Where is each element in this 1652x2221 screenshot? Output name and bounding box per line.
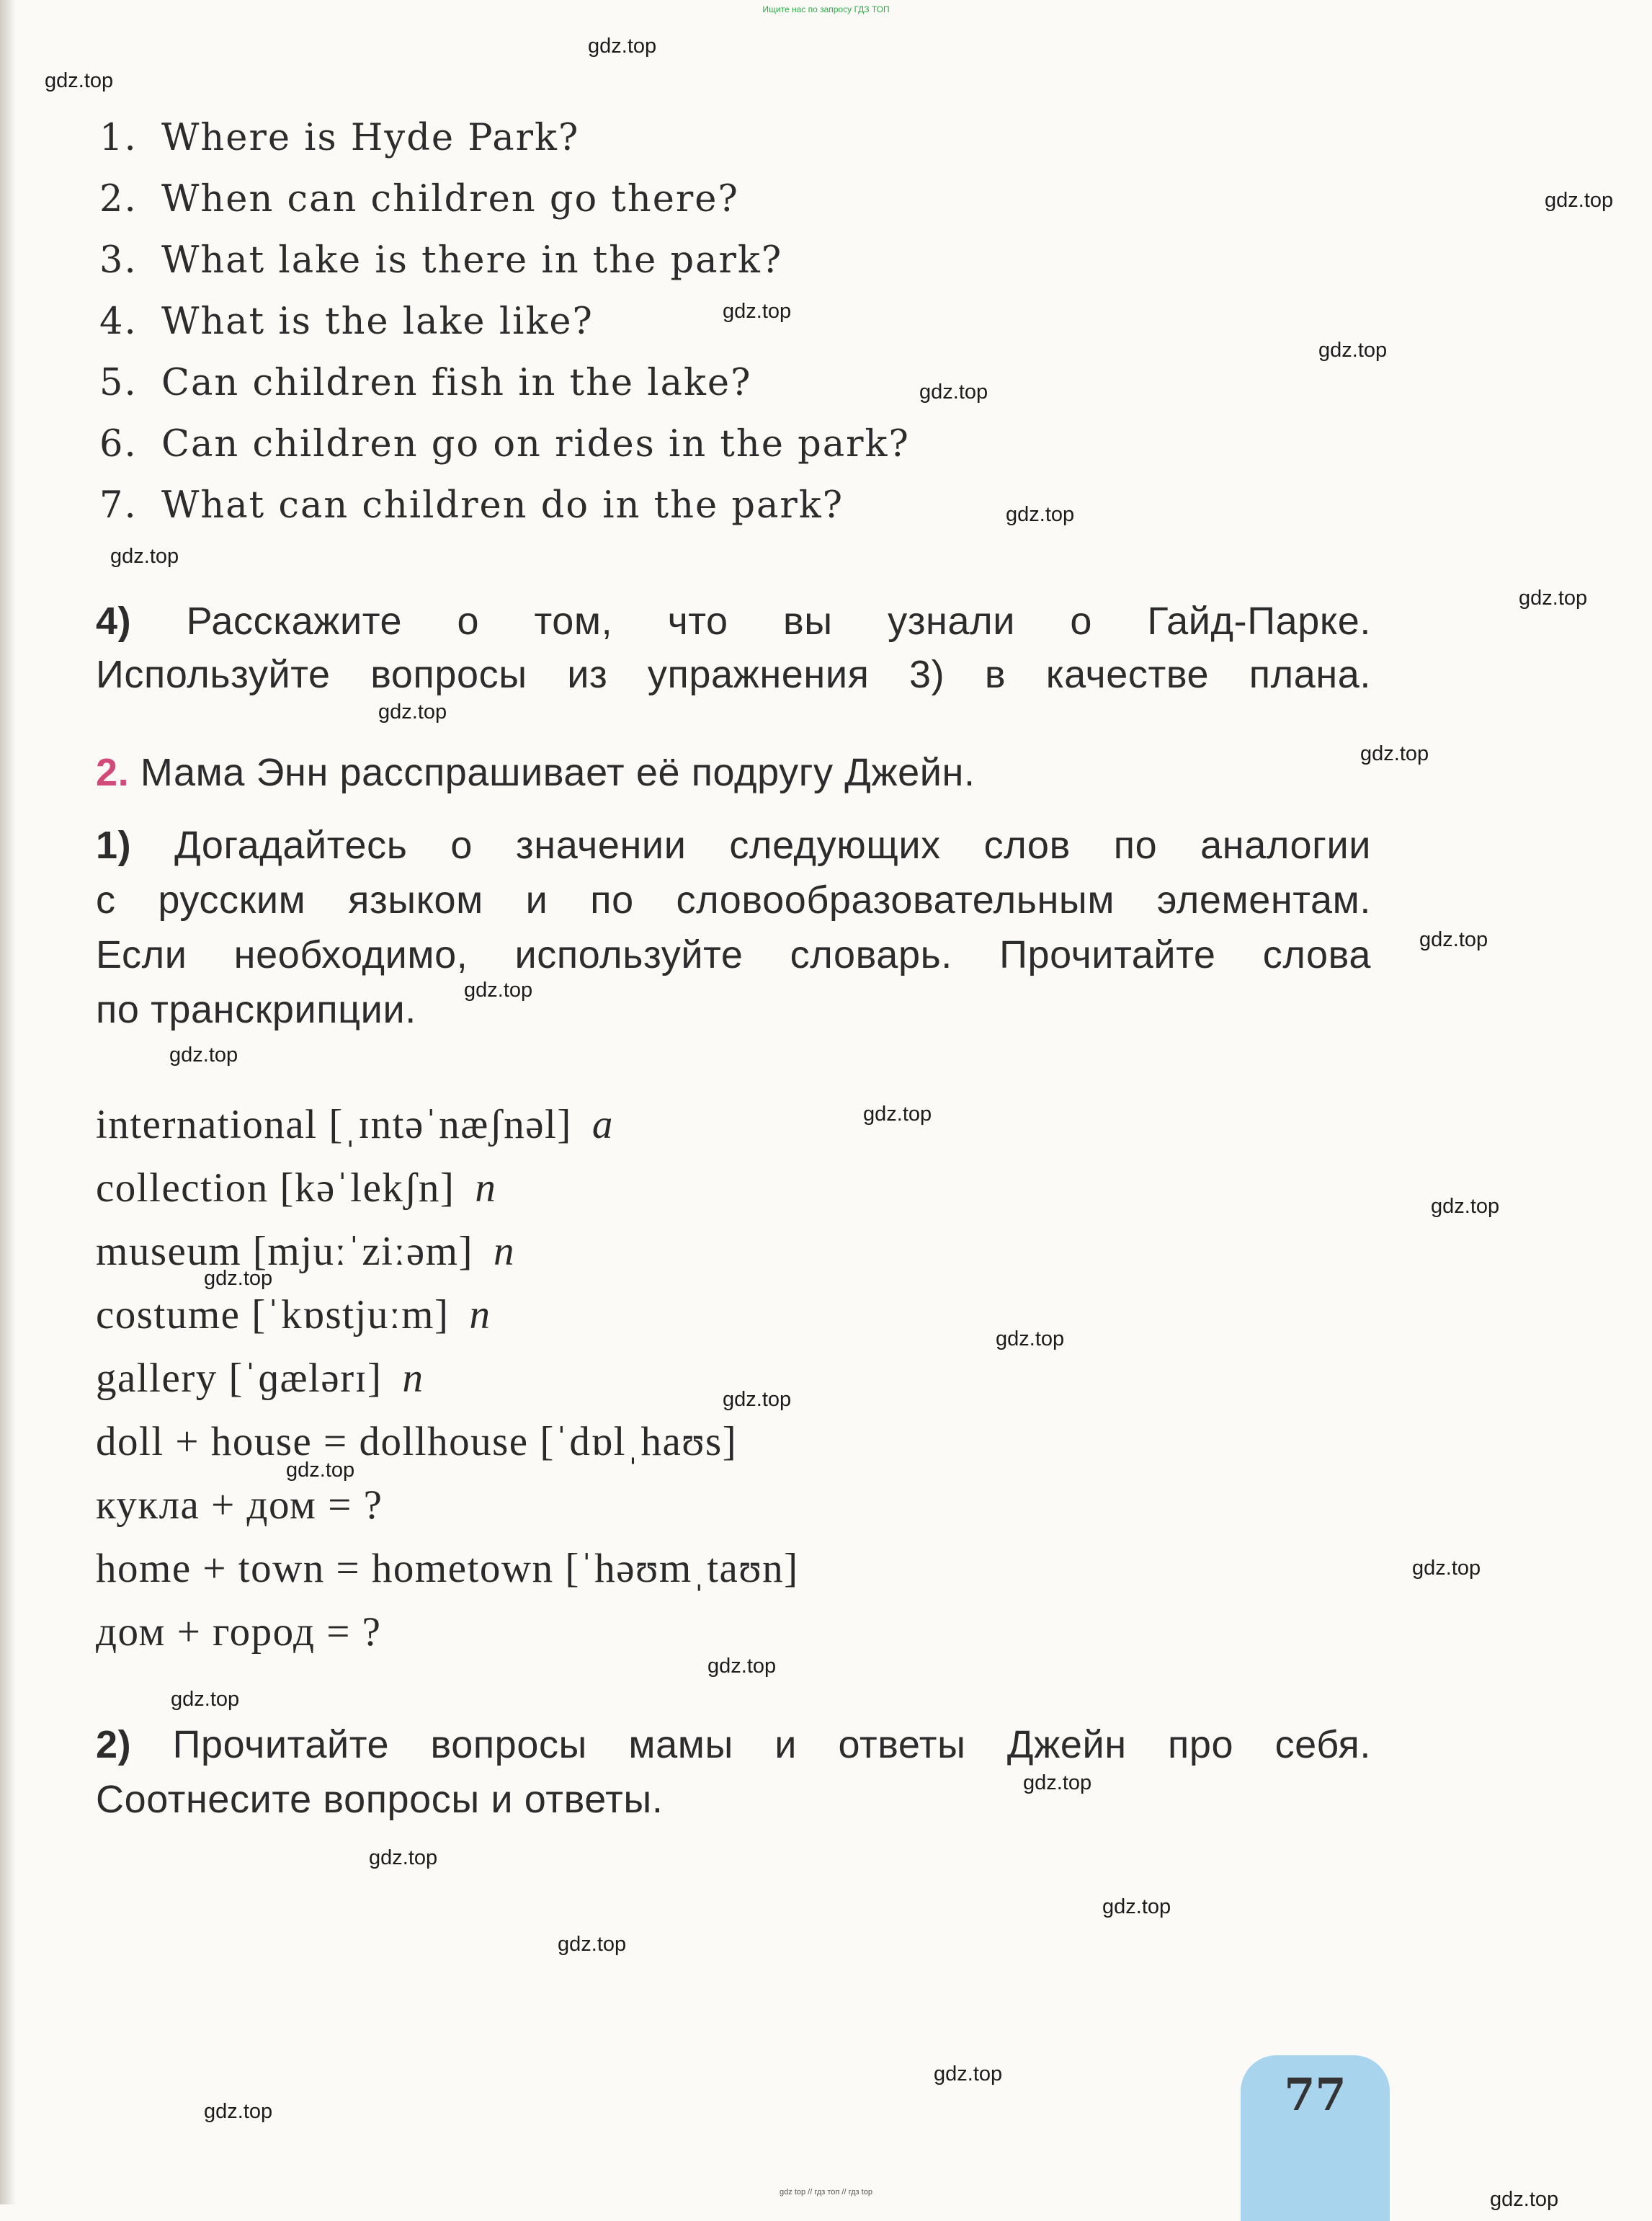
watermark: gdz.top [204,1267,273,1290]
question-number: 6. [99,423,138,466]
task4-line1 [96,599,1371,644]
watermark: gdz.top [1419,928,1488,951]
watermark: gdz.top [110,545,179,568]
question-5 [99,362,751,404]
vocab-word: кукла + дом = ? [96,1482,383,1528]
vocab-part-of-speech: n [493,1229,515,1274]
question-text: What is the lake like? [161,301,594,343]
watermark: gdz.top [919,380,988,404]
vocab-word: museum [96,1229,242,1274]
question-number: 5. [99,362,138,404]
task1-number: 1) [96,824,132,867]
vocab-word: costume [96,1292,241,1338]
question-text: Where is Hyde Park? [161,117,580,159]
vocab-word: international [96,1102,318,1147]
watermark: gdz.top [723,300,792,323]
vocab-item [96,1355,424,1402]
question-number: 4. [99,301,138,343]
question-number: 7. [99,484,138,527]
task2-number: 2) [96,1723,132,1766]
watermark: gdz.top [369,1846,438,1869]
watermark: gdz.top [45,69,114,92]
question-4 [99,301,594,343]
task4-line2: Используйте вопросы из упражнения 3) в качестве плана. [96,653,1371,696]
watermark: gdz.top [588,35,657,58]
watermark: gdz.top [1545,189,1614,212]
watermark: gdz.top [707,1655,777,1678]
page-edge-shadow [0,0,16,2204]
vocab-word: doll + house = dollhouse [96,1419,529,1464]
vocab-word: дом + город = ? [96,1609,382,1655]
vocab-word: gallery [96,1356,218,1401]
task1-line4: по транскрипции. [96,988,416,1031]
vocab-item [96,1418,737,1465]
exercise2-heading [96,750,1371,795]
exercise2-text: Мама Энн расспрашивает её подругу Джейн. [140,751,975,794]
watermark: gdz.top [1318,339,1388,362]
vocab-part-of-speech: n [469,1292,491,1338]
vocab-part-of-speech: a [591,1102,614,1147]
vocab-item [96,1608,381,1655]
question-text: When can children go there? [161,178,739,221]
question-text: Can children fish in the lake? [161,362,752,404]
watermark: gdz.top [378,700,447,724]
page-number: 77 [1284,2068,1347,2121]
vocab-transcription: [ˈdɒlˌhaʊs] [540,1419,738,1464]
vocab-word: home + town = hometown [96,1546,554,1591]
question-1 [99,117,579,159]
question-number: 3. [99,239,138,282]
vocab-item [96,1545,799,1592]
question-2 [99,178,739,221]
watermark: gdz.top [1412,1557,1481,1580]
task4-text: Расскажите о том, что вы узнали о Гайд-Парке. [186,600,1371,643]
watermark: gdz.top [1023,1771,1092,1794]
question-text: What lake is there in the park? [161,239,783,282]
task1-text: Догадайтесь о значении следующих слов по аналогии [174,824,1371,867]
vocab-item [96,1165,496,1211]
exercise2-number: 2. [96,751,130,794]
watermark: gdz.top [1490,2188,1559,2211]
footer-text: gdz top // гдз топ // гдз top [780,2188,872,2196]
watermark: gdz.top [171,1688,240,1711]
vocab-transcription: [ˌɪntəˈnæʃnəl] [329,1102,572,1147]
vocab-transcription: [mjuːˈziːəm] [252,1229,473,1274]
question-3 [99,239,782,282]
watermark: gdz.top [1006,503,1075,526]
vocab-item [96,1482,383,1528]
watermark: gdz.top [286,1459,355,1482]
watermark: gdz.top [1519,587,1588,610]
task2-line1 [96,1722,1371,1767]
task2-line2: Соотнесите вопросы и ответы. [96,1778,664,1821]
question-text: Can children go on rides in the park? [161,423,910,466]
watermark: gdz.top [934,2062,1003,2086]
watermark: gdz.top [1102,1895,1171,1918]
watermark: gdz.top [863,1103,932,1126]
vocab-transcription: [ˈhəʊmˌtaʊn] [565,1546,799,1591]
vocab-item [96,1291,491,1338]
watermark: gdz.top [204,2100,273,2123]
vocab-part-of-speech: n [402,1356,424,1401]
watermark: gdz.top [464,979,533,1002]
watermark: gdz.top [996,1327,1065,1350]
question-6 [99,423,910,466]
task1-line3: Если необходимо, используйте словарь. Прочитайте слова [96,933,1371,976]
watermark: gdz.top [723,1388,792,1411]
task1-line1 [96,823,1371,868]
watermark: gdz.top [1360,742,1429,765]
vocab-word: collection [96,1165,269,1211]
watermark: gdz.top [1431,1195,1500,1218]
task2-text: Прочитайте вопросы мамы и ответы Джейн про себя. [172,1723,1371,1766]
watermark: gdz.top [169,1043,238,1067]
question-number: 1. [99,117,138,159]
vocab-transcription: [kəˈlekʃn] [280,1165,455,1211]
top-banner: Ищите нас по запросу ГДЗ ТОП [762,4,890,14]
task4-number: 4) [96,600,132,643]
question-text: What can children do in the park? [161,484,844,527]
vocab-item [96,1228,515,1275]
question-7 [99,484,844,527]
vocab-part-of-speech: n [475,1165,497,1211]
task1-line2: с русским языком и по словообразовательным элементам. [96,878,1371,922]
vocab-transcription: [ˈkɒstjuːm] [251,1292,450,1338]
vocab-transcription: [ˈɡælərɪ] [228,1356,383,1401]
question-number: 2. [99,178,138,221]
vocab-item [96,1101,614,1148]
watermark: gdz.top [558,1933,627,1956]
